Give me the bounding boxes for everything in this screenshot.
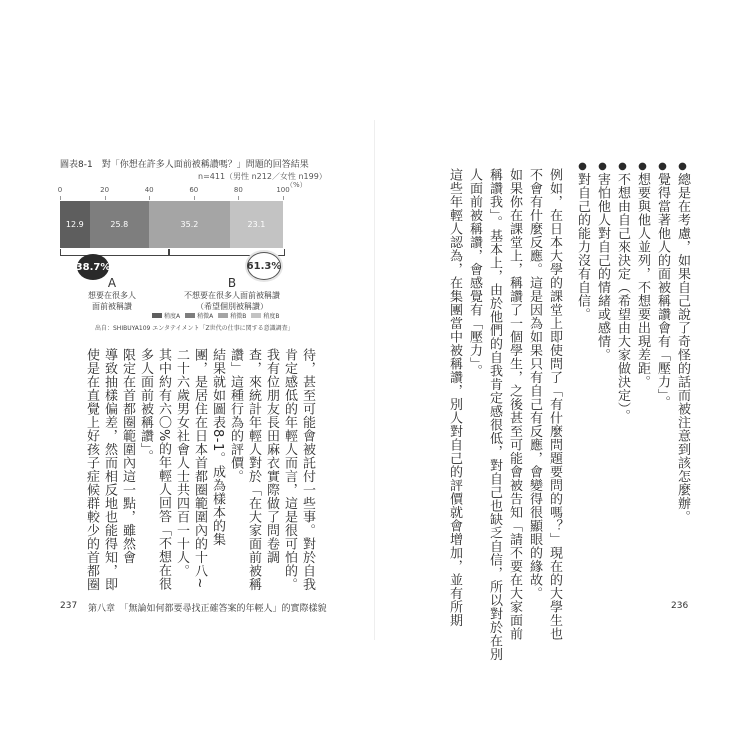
text-column <box>174 348 189 578</box>
percent-unit: （%） <box>286 181 307 189</box>
bullet-item <box>595 161 610 362</box>
page-number-right: 236 <box>671 601 689 611</box>
group-a-letter: A <box>107 276 117 290</box>
bar-segment-value: 25.8 <box>110 220 129 229</box>
text-column <box>138 348 153 463</box>
bullet-item-text: 想要與他人並列，不想要出現差距。 <box>635 172 650 389</box>
text-column-text: 結果就如圖表8-1。成為樣本的集 <box>210 348 225 547</box>
group-a-label: 想要在很多人 面前被稱讚 <box>88 291 136 311</box>
text-column-text: 這些年輕人認為，在集團當中被稱讚，別人對自己的評價就會增加，並有所期 <box>447 168 462 627</box>
bullet-item <box>615 161 630 423</box>
legend-swatch <box>251 313 261 318</box>
axis-tick-label: 100 <box>276 186 290 194</box>
legend-label: 稍微B <box>230 313 247 320</box>
bar-segment <box>90 201 149 248</box>
text-column-text: 不會有什麼反應。這是因為如果只有自己有反應，會變得很顯眼的緣故。 <box>527 168 542 600</box>
bullet-icon: ● <box>577 161 588 173</box>
text-column <box>300 348 315 591</box>
text-column-text: 肯定感低的年輕人而言，這是很可怕的。 <box>282 348 297 591</box>
text-column-text: 人面前被稱讚，會感覺有「壓力」。 <box>467 168 482 378</box>
bar-segment <box>60 201 90 248</box>
text-column-text: 團，是居住在日本首都圈範圍內的十八~ <box>192 348 207 589</box>
bullet-icon: ● <box>597 161 608 173</box>
group-b-label: 不想要在很多人面前被稱讚 （希望個別被稱讚） <box>184 291 280 311</box>
text-column <box>547 168 562 641</box>
axis-tick-mark <box>149 196 150 200</box>
bullet-item <box>675 161 690 524</box>
text-column <box>282 348 297 591</box>
bullet-item <box>655 161 670 409</box>
page-number-left: 237 <box>60 601 78 611</box>
axis-tick-label: 20 <box>100 186 110 194</box>
text-column <box>467 168 482 378</box>
bullet-icon: ● <box>677 161 688 173</box>
right-page <box>375 0 750 750</box>
stacked-bar <box>60 201 283 248</box>
bar-segment <box>230 201 283 248</box>
text-column <box>192 348 207 589</box>
bubble-a-total: 38.7% <box>77 254 109 280</box>
text-column <box>210 348 225 546</box>
legend-item <box>185 311 213 320</box>
text-column <box>246 348 261 591</box>
text-column-text: 二十六歲男女社會人士共四百一十人。 <box>174 348 189 578</box>
bullet-item <box>635 161 650 389</box>
bar-segment-value: 35.2 <box>180 220 199 229</box>
legend-swatch <box>185 313 195 318</box>
text-column-text: 查，來統計年輕人對於「在大家面前被稱 <box>246 348 261 591</box>
legend-item <box>218 311 246 320</box>
bullet-icon: ● <box>637 161 648 173</box>
bullet-item-text: 對自己的能力沒有自信。 <box>575 172 590 321</box>
axis-tick-mark <box>60 196 61 200</box>
bullet-icon: ● <box>617 161 628 173</box>
legend-swatch <box>152 313 162 318</box>
group-b-letter: B <box>227 276 237 290</box>
bullet-item-text: 害怕他人對自己的情緒或感情。 <box>595 172 610 362</box>
bullet-item <box>575 161 590 321</box>
text-column <box>487 168 502 661</box>
axis-tick-label: 40 <box>144 186 154 194</box>
text-column <box>102 348 117 591</box>
axis-tick-label: 60 <box>189 186 199 194</box>
text-column-text: 我有位朋友長田麻衣實際做了問卷調 <box>264 348 279 564</box>
bar-segment-value: 23.1 <box>247 220 266 229</box>
text-column <box>120 348 135 564</box>
text-column-text: 多人面前被稱讚」。 <box>138 348 153 463</box>
text-column-text: 待，甚至可能會被託付一些事。對於自我 <box>300 348 315 591</box>
text-column-text: 其中約有六〇%的年輕人回答「不想在很 <box>156 348 171 591</box>
text-column <box>507 168 522 641</box>
axis-tick-mark <box>105 196 106 200</box>
chapter-title: 第八章 「無論如何都要尋找正確答案的年輕人」的實際樣貌 <box>88 604 327 614</box>
legend-label: 稍微A <box>197 313 214 320</box>
text-column <box>228 348 243 483</box>
legend-item <box>152 311 180 320</box>
bullet-item-text: 不想由自己來決定（希望由大家做決定）。 <box>615 172 630 423</box>
text-column-text: 限定在首都圈範圍內這一點，雖然會 <box>120 348 135 564</box>
axis-tick-mark <box>283 196 284 200</box>
bullet-item-text: 總是在考慮，如果自己說了奇怪的話而被注意到該怎麼辦。 <box>675 172 690 524</box>
legend-label: 稍度B <box>263 313 280 320</box>
text-column-text: 如果你在課堂上，稱讚了一個學生，之後甚至可能會被告知「請不要在大家面前 <box>507 168 522 641</box>
figure-sample-size: n=411（男性 n212／女性 n199） <box>198 172 327 181</box>
bar-segment <box>149 201 230 248</box>
text-column-text: 讚」這種行為的評價。 <box>228 348 243 483</box>
figure-title: 圖表8-1 對「你想在許多人面前被稱讚嗎？」問題的回答結果 <box>60 160 309 170</box>
figure-source: 出自：SHIBUYA109 エンタテイメント「Z世代の仕事に関する意識調査」 <box>95 325 294 332</box>
text-column <box>84 348 99 591</box>
legend-label: 稍度A <box>164 313 181 320</box>
text-column-text: 使是在直覺上好孩子症候群較少的首都圈 <box>84 348 99 591</box>
axis-tick-mark <box>194 196 195 200</box>
axis-tick-label: 80 <box>233 186 243 194</box>
bullet-item-text: 覺得當著他人的面被稱讚會有「壓力」。 <box>655 172 670 409</box>
bubble-b-total: 61.3% <box>247 252 281 280</box>
bracket-a <box>60 249 169 256</box>
text-column-text: 稱讚我」。基本上，由於他們的自我肯定感很低，對自己也缺乏自信，所以對於在別 <box>487 168 502 661</box>
legend-item <box>251 311 279 320</box>
text-column <box>264 348 279 564</box>
axis-tick-mark <box>238 196 239 200</box>
bullet-icon: ● <box>657 161 668 173</box>
text-column-text: 例如，在日本大學的課堂上即使問了「有什麼問題要問的嗎？」現在的大學生也 <box>547 168 562 641</box>
text-column <box>447 168 462 627</box>
text-column <box>527 168 542 600</box>
legend-swatch <box>218 313 228 318</box>
axis-tick-label: 0 <box>57 186 63 194</box>
chart-legend <box>152 311 279 320</box>
bar-segment-value: 12.9 <box>65 220 84 229</box>
text-column-text: 導致抽樣偏差，然而相反地也能得知，即 <box>102 348 117 591</box>
text-column <box>156 348 171 590</box>
